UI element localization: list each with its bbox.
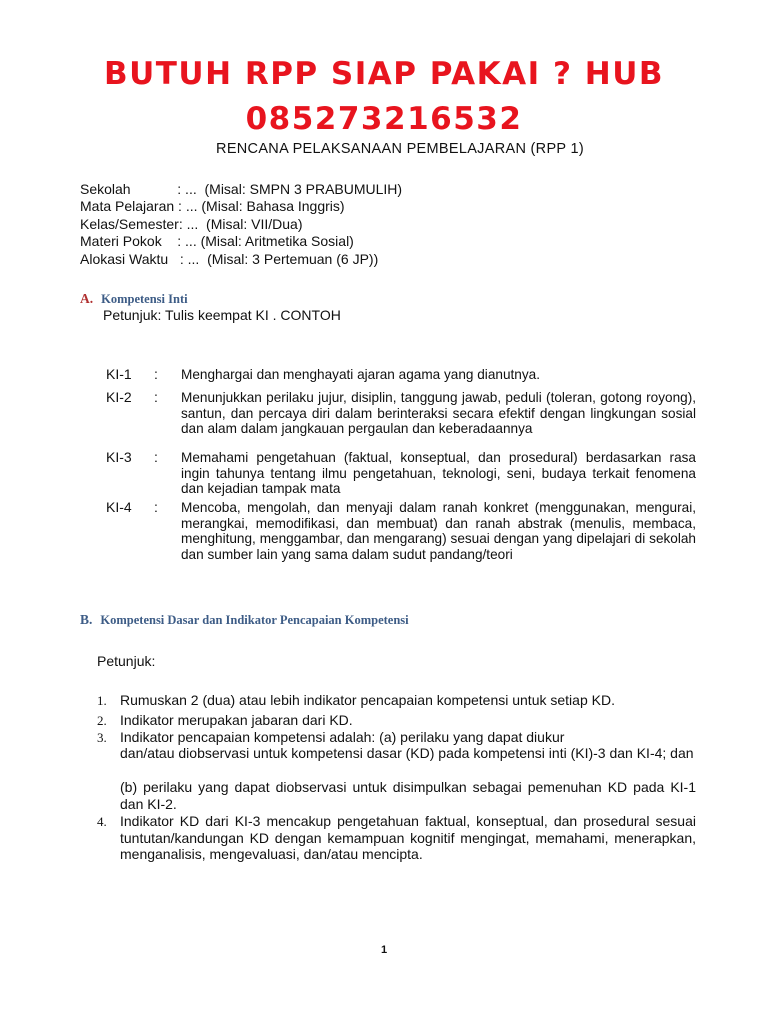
meta-time-allocation: Alokasi Waktu : ... (Misal: 3 Pertemuan (6 JP)) — [80, 250, 379, 267]
section-b-instruction: Petunjuk: — [97, 653, 156, 669]
meta-topic: Materi Pokok : ... (Misal: Aritmetika Sosial) — [80, 233, 354, 250]
ki-code: KI-3 — [106, 449, 132, 465]
section-a-instruction: Petunjuk: Tulis keempat KI . CONTOH — [103, 307, 341, 323]
meta-school: Sekolah : ... (Misal: SMPN 3 PRABUMULIH) — [80, 181, 403, 197]
ki-code: KI-4 — [106, 499, 132, 515]
ki-code: KI-2 — [106, 389, 132, 405]
ki-text: Menunjukkan perilaku jujur, disiplin, tanggung jawab, peduli (toleran, gotong royong), santun, dan percaya diri dalam berinteraksi secara efektif dengan lingkungan sosial dan alam dalam jangkauan pergaulan dan keberadaannya — [181, 390, 696, 437]
promo-banner-phone: 085273216532 — [245, 101, 523, 137]
list-item-continuation: (b) perilaku yang dapat diobservasi untuk disimpulkan sebagai pemenuhan KD pada KI-1 dan KI-2. — [120, 779, 696, 812]
document-title: RENCANA PELAKSANAAN PEMBELAJARAN (RPP 1) — [216, 141, 584, 157]
section-a-heading — [80, 291, 188, 307]
list-item-continuation: dan/atau diobservasi untuk kompetensi dasar (KD) pada kompetensi inti (KI)-3 dan KI-4; dan — [120, 745, 694, 761]
ki-colon: : — [154, 366, 158, 382]
meta-subject: Mata Pelajaran : ... (Misal: Bahasa Inggris) — [80, 198, 345, 215]
list-item-number: 2. — [97, 713, 107, 728]
promo-banner-line1: BUTUH RPP SIAP PAKAI ? HUB — [103, 56, 665, 92]
list-item-text: Indikator merupakan jabaran dari KD. — [120, 712, 353, 728]
section-b-heading — [80, 612, 409, 628]
section-b-title: Kompetensi Dasar dan Indikator Pencapaian Kompetensi — [100, 613, 409, 627]
ki-colon: : — [154, 449, 158, 465]
ki-text: Menghargai dan menghayati ajaran agama yang dianutnya. — [181, 367, 540, 382]
list-item-number: 4. — [97, 814, 107, 829]
identity-block — [80, 181, 402, 268]
list-item-text: Rumuskan 2 (dua) atau lebih indikator pencapaian kompetensi untuk setiap KD. — [120, 692, 615, 708]
section-a-title: Kompetensi Inti — [101, 292, 188, 306]
list-item-number: 3. — [97, 730, 107, 745]
ki-text: Memahami pengetahuan (faktual, konseptual, dan prosedural) berdasarkan rasa ingin tahunya tentang ilmu pengetahuan, teknologi, seni, budaya terkait fenomena dan kejadian tampak mata — [181, 450, 696, 497]
list-item-text: Indikator KD dari KI-3 mencakup pengetahuan faktual, konseptual, dan prosedural sesuai tuntutan/kandungan KD dengan kemampuan kognitif mengingat, memahami, menerapkan, menganalisis, mengevaluasi, dan/atau mencipta. — [120, 813, 696, 862]
ki-text: Mencoba, mengolah, dan menyaji dalam ranah konkret (menggunakan, mengurai, merangkai, memodifikasi, dan membuat) dan ranah abstrak (menulis, membaca, menghitung, menggambar, dan mengarang) sesuai dengan yang dipelajari di sekolah dan sumber lain yang sama dalam sudut pandang/teori — [181, 500, 696, 563]
meta-class-semester: Kelas/Semester: ... (Misal: VII/Dua) — [80, 215, 303, 232]
list-item-text: Indikator pencapaian kompetensi adalah: (a) perilaku yang dapat diukur — [120, 729, 565, 745]
ki-colon: : — [154, 389, 158, 405]
section-b-letter: B. — [80, 612, 93, 627]
section-a-letter: A. — [80, 291, 94, 306]
ki-code: KI-1 — [106, 366, 132, 382]
list-item-number: 1. — [97, 693, 107, 708]
page-number: 1 — [380, 944, 388, 956]
ki-colon: : — [154, 499, 158, 515]
